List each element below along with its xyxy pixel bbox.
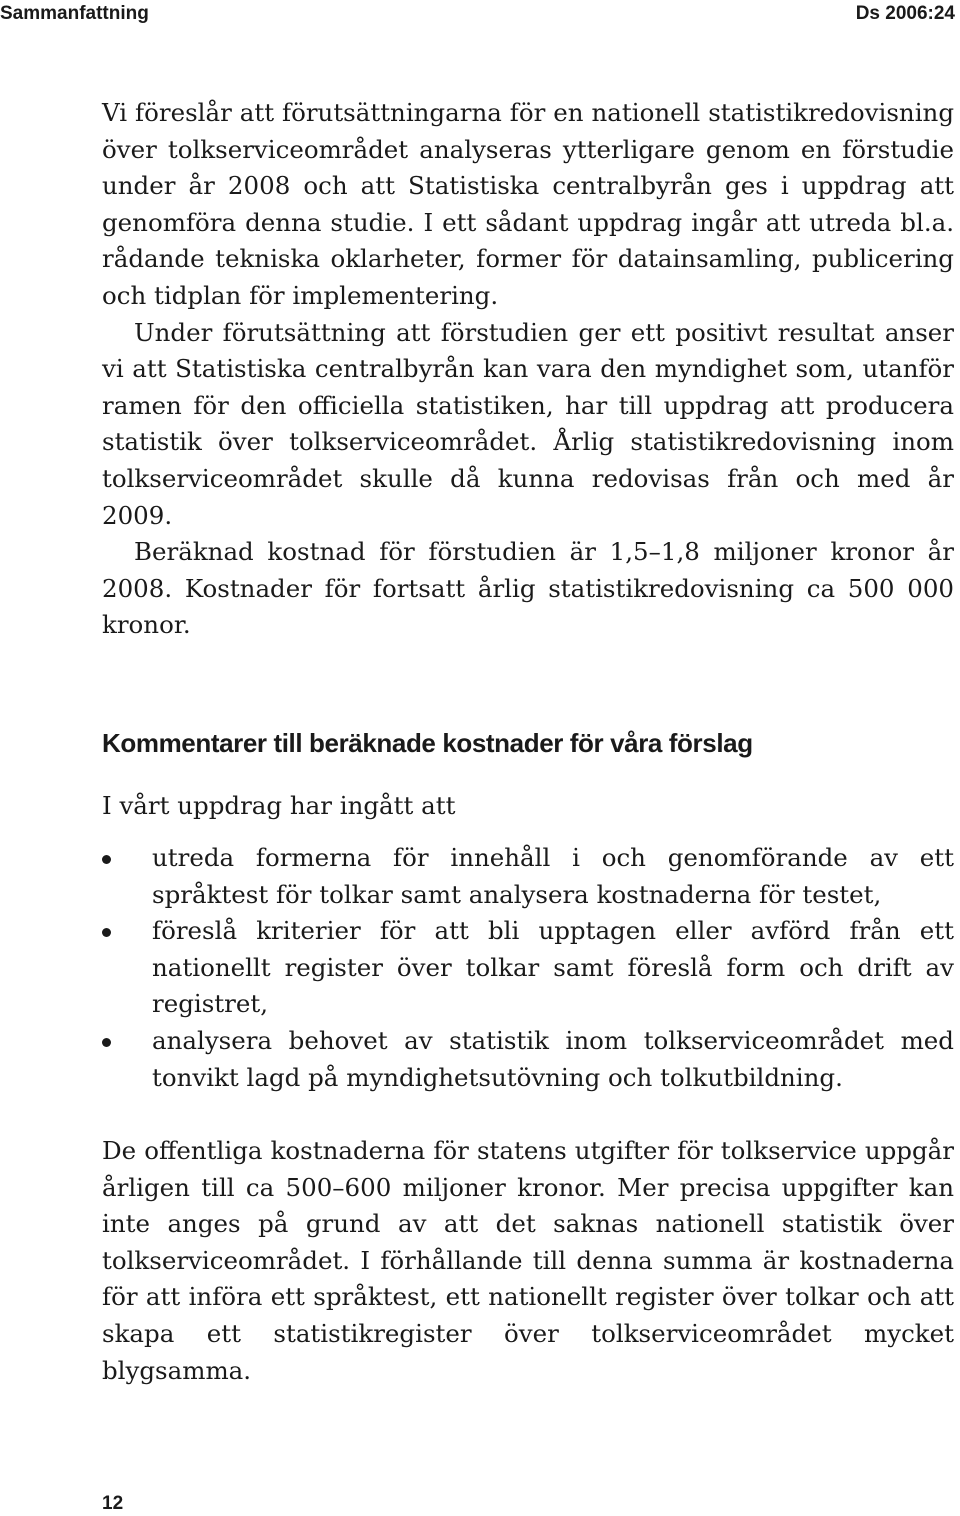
bullet-icon: [102, 1038, 111, 1047]
paragraph-cost-estimate: Beräknad kostnad för förstudien är 1,5–1,8 miljoner kronor år 2008. Kostnader för fortsatt årlig statistikredovisning ca 500 000 kronor.: [102, 537, 954, 640]
list-item: [102, 1023, 954, 1096]
running-head: [0, 0, 960, 26]
page-number: 12: [102, 1493, 124, 1514]
paragraph-proposal: Vi föreslår att förutsättningarna för en nationell statistikredovisning över tolkserviceområdet analyseras ytterligare genom en förstudie under år 2008 och att Statistiska centralbyrån ges i uppdrag att genomföra denna studie. I ett sådant uppdrag ingår att utreda bl.a. rådande tekniska oklarheter, former för datainsamling, publicering och tidplan för implementering.: [102, 98, 954, 310]
section-title: Sammanfattning: [0, 3, 149, 24]
summary-section: [102, 95, 954, 644]
intro-paragraph: [102, 788, 954, 825]
paragraph-condition: Under förutsättning att förstudien ger ett positivt resultat anser vi att Statistiska centralbyrån kan vara den myndighet som, utanför ramen för den officiella statistiken, har till uppdrag att producera statistik över tolkserviceområdet. Årlig statistikredovisning inom tolkserviceområdet skulle då kunna redovisas från och med år 2009.: [102, 317, 954, 530]
closing-section: [102, 1133, 954, 1389]
list-item: [102, 840, 954, 913]
bullet-icon: [102, 855, 111, 864]
list-item-text: föreslå kriterier för att bli upptagen eller avförd från ett nationellt register över tolkar samt föreslå form och drift av registret,: [152, 916, 954, 1019]
list-item-text: analysera behovet av statistik inom tolkserviceområdet med tonvikt lagd på myndighetsutövning och tolkutbildning.: [152, 1025, 954, 1092]
bullet-icon: [102, 928, 111, 937]
intro-text: I vårt uppdrag har ingått att: [102, 791, 456, 820]
document-reference: Ds 2006:24: [855, 3, 955, 24]
closing-paragraph: De offentliga kostnaderna för statens utgifter för tolkservice uppgår årligen till ca 500–600 miljoner kronor. Mer precisa uppgifter kan inte anges på grund av att det saknas nationell statistik över tolkserviceområdet. I förhållande till denna summa är kostnaderna för att införa ett språktest, ett nationellt register över tolkar och att skapa ett statistikregister över tolkserviceområdet mycket blygsamma.: [102, 1136, 954, 1385]
list-item: [102, 913, 954, 1023]
assignment-list: [102, 840, 954, 1096]
section-heading: Kommentarer till beräknade kostnader för våra förslag: [102, 728, 753, 758]
list-item-text: utreda formerna för innehåll i och genomförande av ett språktest för tolkar samt analysera kostnaderna för testet,: [152, 843, 954, 909]
